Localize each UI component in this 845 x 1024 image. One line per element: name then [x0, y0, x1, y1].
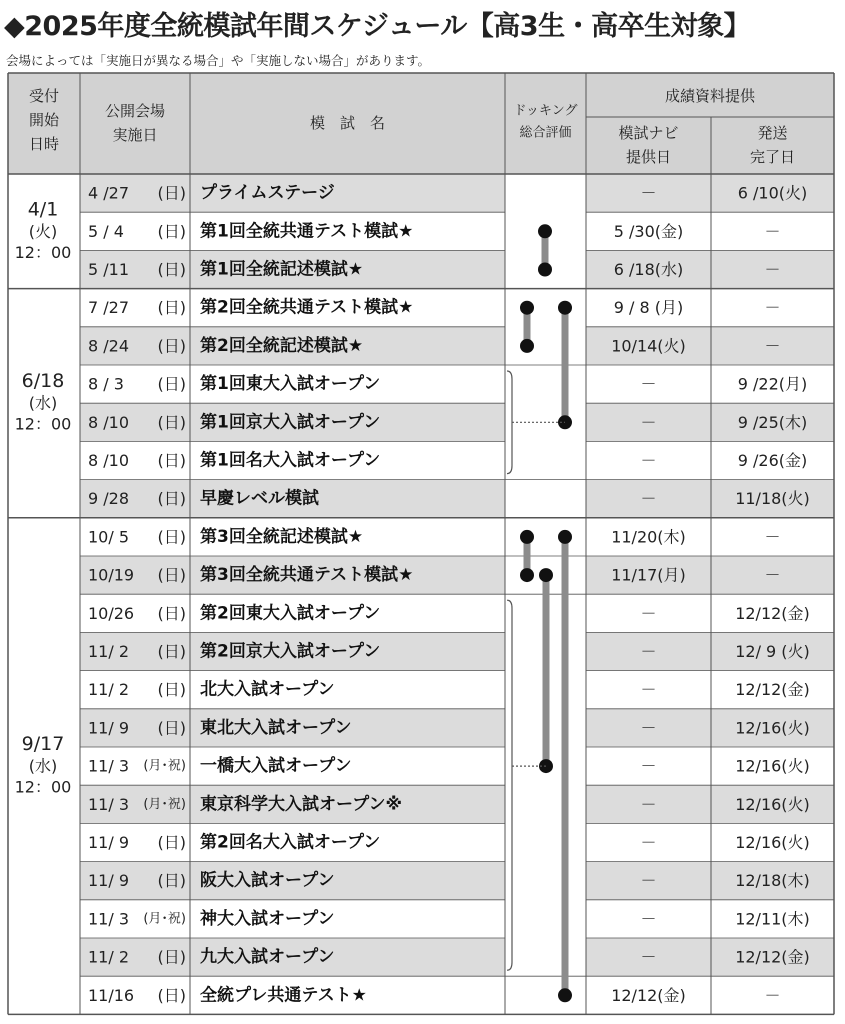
exam-date: 11/ 2 [88, 642, 130, 661]
receipt-date: 4/1 [27, 198, 59, 221]
exam-name: 東京科学大入試オープン※ [200, 794, 402, 815]
exam-date: 8 / 3 [88, 374, 124, 394]
navi-date: － [640, 489, 657, 509]
navi-date: － [640, 718, 657, 738]
navi-date: － [640, 680, 657, 700]
exam-date: 11/ 3 [88, 909, 130, 929]
exam-date: 11/ 9 [88, 833, 130, 852]
exam-weekday: (日) [157, 871, 186, 891]
header-docking: ドッキング [513, 103, 578, 119]
delivery-date: 12/12(金) [735, 680, 810, 700]
navi-date: 5 /30(金) [613, 221, 684, 241]
navi-date: 11/17(月) [611, 565, 686, 585]
navi-date: － [640, 756, 657, 776]
navi-date: 10/14(火) [611, 336, 686, 356]
exam-weekday: (日) [157, 298, 186, 318]
docking-dot [558, 301, 572, 315]
exam-name: 第3回全統共通テスト模試★ [200, 565, 414, 586]
delivery-date: 12/16(火) [735, 718, 810, 738]
exam-name: 第3回全統記述模試★ [200, 526, 364, 547]
navi-date: － [640, 183, 657, 203]
navi-date: 9 / 8 (月) [613, 298, 684, 318]
delivery-date: 12/12(金) [735, 603, 810, 623]
exam-weekday: (日) [157, 412, 186, 432]
exam-date: 11/ 9 [88, 718, 130, 738]
receipt-weekday: (水) [28, 756, 58, 776]
docking-dot [558, 988, 572, 1002]
delivery-date: 12/11(木) [735, 909, 810, 929]
exam-weekday: (日) [157, 947, 186, 967]
row-shade [80, 327, 834, 365]
navi-date: 6 /18(水) [613, 260, 684, 279]
header-venue-date: 実施日 [112, 126, 158, 144]
delivery-date: － [764, 298, 781, 318]
header-receipt-start: 受付 [28, 87, 60, 105]
delivery-date: 12/18(木) [735, 871, 810, 891]
navi-date: － [640, 871, 657, 891]
exam-weekday: (日) [157, 183, 186, 203]
exam-date: 10/19 [88, 565, 135, 585]
navi-date: 11/20(木) [611, 527, 686, 547]
exam-name: 九大入試オープン [200, 947, 335, 968]
exam-name: 第2回京大入試オープン [200, 641, 381, 662]
row-shade [80, 403, 834, 441]
row-shade [80, 174, 834, 212]
exam-name: 第2回名大入試オープン [200, 832, 381, 853]
row-shade [80, 632, 834, 670]
exam-weekday: (日) [157, 527, 186, 547]
exam-weekday: (日) [157, 718, 186, 738]
exam-name: 東北大入試オープン [200, 717, 352, 738]
exam-name: 第1回京大入試オープン [200, 412, 381, 433]
row-shade [80, 709, 834, 747]
delivery-date: 12/ 9 (火) [735, 642, 810, 661]
exam-date: 11/ 3 [88, 756, 130, 776]
exam-date: 7 /27 [88, 298, 130, 318]
exam-name: 神大入試オープン [200, 908, 335, 929]
exam-date: 11/16 [88, 985, 135, 1005]
header-delivery: 発送 [757, 124, 788, 142]
receipt-date: 9/17 [21, 733, 65, 756]
exam-weekday: (日) [157, 260, 186, 279]
header-navi: 模試ナビ [618, 124, 679, 142]
exam-weekday: (日) [157, 642, 186, 661]
header-receipt-start: 日時 [28, 135, 60, 153]
row-shade [80, 556, 834, 594]
exam-date: 8 /10 [88, 412, 130, 432]
delivery-date: 9 /22(月) [737, 374, 808, 394]
exam-weekday: (日) [157, 489, 186, 509]
exam-date: 10/26 [88, 603, 135, 623]
exam-name: 一橋大入試オープン [200, 756, 352, 777]
page-title: ◆2025年度全統模試年間スケジュール【高3生・高卒生対象】 [4, 11, 751, 42]
receipt-time: 12：00 [14, 414, 72, 434]
header-receipt-start: 開始 [28, 111, 60, 129]
exam-name: 阪大入試オープン [200, 870, 335, 891]
exam-weekday: (月･祝) [143, 758, 186, 774]
navi-date: － [640, 412, 657, 432]
delivery-date: 12/12(金) [735, 947, 810, 967]
docking-dot [520, 530, 534, 544]
exam-date: 11/ 3 [88, 794, 130, 814]
row-shade [80, 480, 834, 518]
row-shade [80, 938, 834, 976]
exam-weekday: (日) [157, 565, 186, 585]
delivery-date: － [764, 527, 781, 547]
delivery-date: 12/16(火) [735, 833, 810, 852]
exam-name: 第2回全統記述模試★ [200, 335, 364, 356]
navi-date: 12/12(金) [611, 985, 686, 1005]
exam-weekday: (日) [157, 603, 186, 623]
exam-name: 第1回全統記述模試★ [200, 259, 364, 280]
exam-name: 第1回東大入試オープン [200, 374, 381, 395]
exam-name: 第2回全統共通テスト模試★ [200, 297, 414, 318]
navi-date: － [640, 947, 657, 967]
exam-weekday: (日) [157, 336, 186, 356]
delivery-date: 12/16(火) [735, 756, 810, 776]
header-docking: 総合評価 [519, 125, 572, 141]
row-shade [80, 785, 834, 823]
exam-date: 4 /27 [88, 183, 130, 203]
exam-date: 5 /11 [88, 260, 130, 279]
exam-date: 11/ 2 [88, 680, 130, 700]
schedule-note: 会場によっては「実施日が異なる場合」や「実施しない場合」があります。 [6, 53, 431, 68]
header-navi: 提供日 [625, 148, 672, 166]
receipt-date: 6/18 [21, 370, 65, 393]
delivery-date: － [764, 985, 781, 1005]
navi-date: － [640, 833, 657, 852]
navi-date: － [640, 603, 657, 623]
exam-name: 北大入試オープン [200, 679, 335, 700]
exam-weekday: (月･祝) [143, 796, 186, 812]
exam-name: 全統プレ共通テスト★ [200, 985, 367, 1006]
exam-date: 10/ 5 [88, 527, 130, 547]
exam-name: 第1回全統共通テスト模試★ [200, 221, 414, 242]
navi-date: － [640, 451, 657, 470]
exam-name: 早慶レベル模試 [200, 488, 319, 509]
exam-date: 11/ 9 [88, 871, 130, 891]
receipt-time: 12：00 [14, 777, 72, 797]
delivery-date: － [764, 565, 781, 585]
exam-date: 11/ 2 [88, 947, 130, 967]
receipt-weekday: (火) [28, 221, 58, 241]
delivery-date: 6 /10(火) [737, 183, 808, 203]
header-results: 成績資料提供 [664, 87, 756, 105]
delivery-date: 11/18(火) [735, 489, 810, 509]
header-venue-date: 公開会場 [104, 102, 166, 120]
navi-date: － [640, 374, 657, 394]
docking-dot [520, 568, 534, 582]
exam-date: 8 /24 [88, 336, 130, 356]
docking-dot [538, 263, 552, 277]
delivery-date: 12/16(火) [735, 794, 810, 814]
docking-dot [520, 301, 534, 315]
delivery-date: 9 /26(金) [737, 451, 808, 470]
row-shade [80, 862, 834, 900]
exam-date: 8 /10 [88, 451, 130, 470]
header-exam-name: 模 試 名 [309, 114, 386, 132]
exam-weekday: (日) [157, 985, 186, 1005]
delivery-date: － [764, 336, 781, 356]
exam-weekday: (日) [157, 374, 186, 394]
exam-weekday: (日) [157, 451, 186, 470]
exam-weekday: (日) [157, 221, 186, 241]
delivery-date: 9 /25(木) [737, 412, 808, 432]
exam-weekday: (日) [157, 833, 186, 852]
header-delivery: 完了日 [749, 148, 796, 166]
navi-date: － [640, 909, 657, 929]
exam-weekday: (月･祝) [143, 911, 186, 927]
exam-weekday: (日) [157, 680, 186, 700]
exam-name: プライムステージ [200, 183, 335, 204]
delivery-date: － [764, 221, 781, 241]
docking-dot [558, 530, 572, 544]
docking-dot [538, 224, 552, 238]
docking-dot [539, 568, 553, 582]
navi-date: － [640, 794, 657, 814]
docking-dot [520, 339, 534, 353]
exam-date: 9 /28 [88, 489, 130, 509]
row-shade [80, 250, 834, 288]
exam-name: 第1回名大入試オープン [200, 450, 381, 471]
delivery-date: － [764, 260, 781, 279]
receipt-weekday: (水) [28, 393, 58, 413]
exam-date: 5 / 4 [88, 221, 124, 241]
receipt-time: 12：00 [14, 242, 72, 262]
exam-name: 第2回東大入試オープン [200, 603, 381, 624]
navi-date: － [640, 642, 657, 661]
